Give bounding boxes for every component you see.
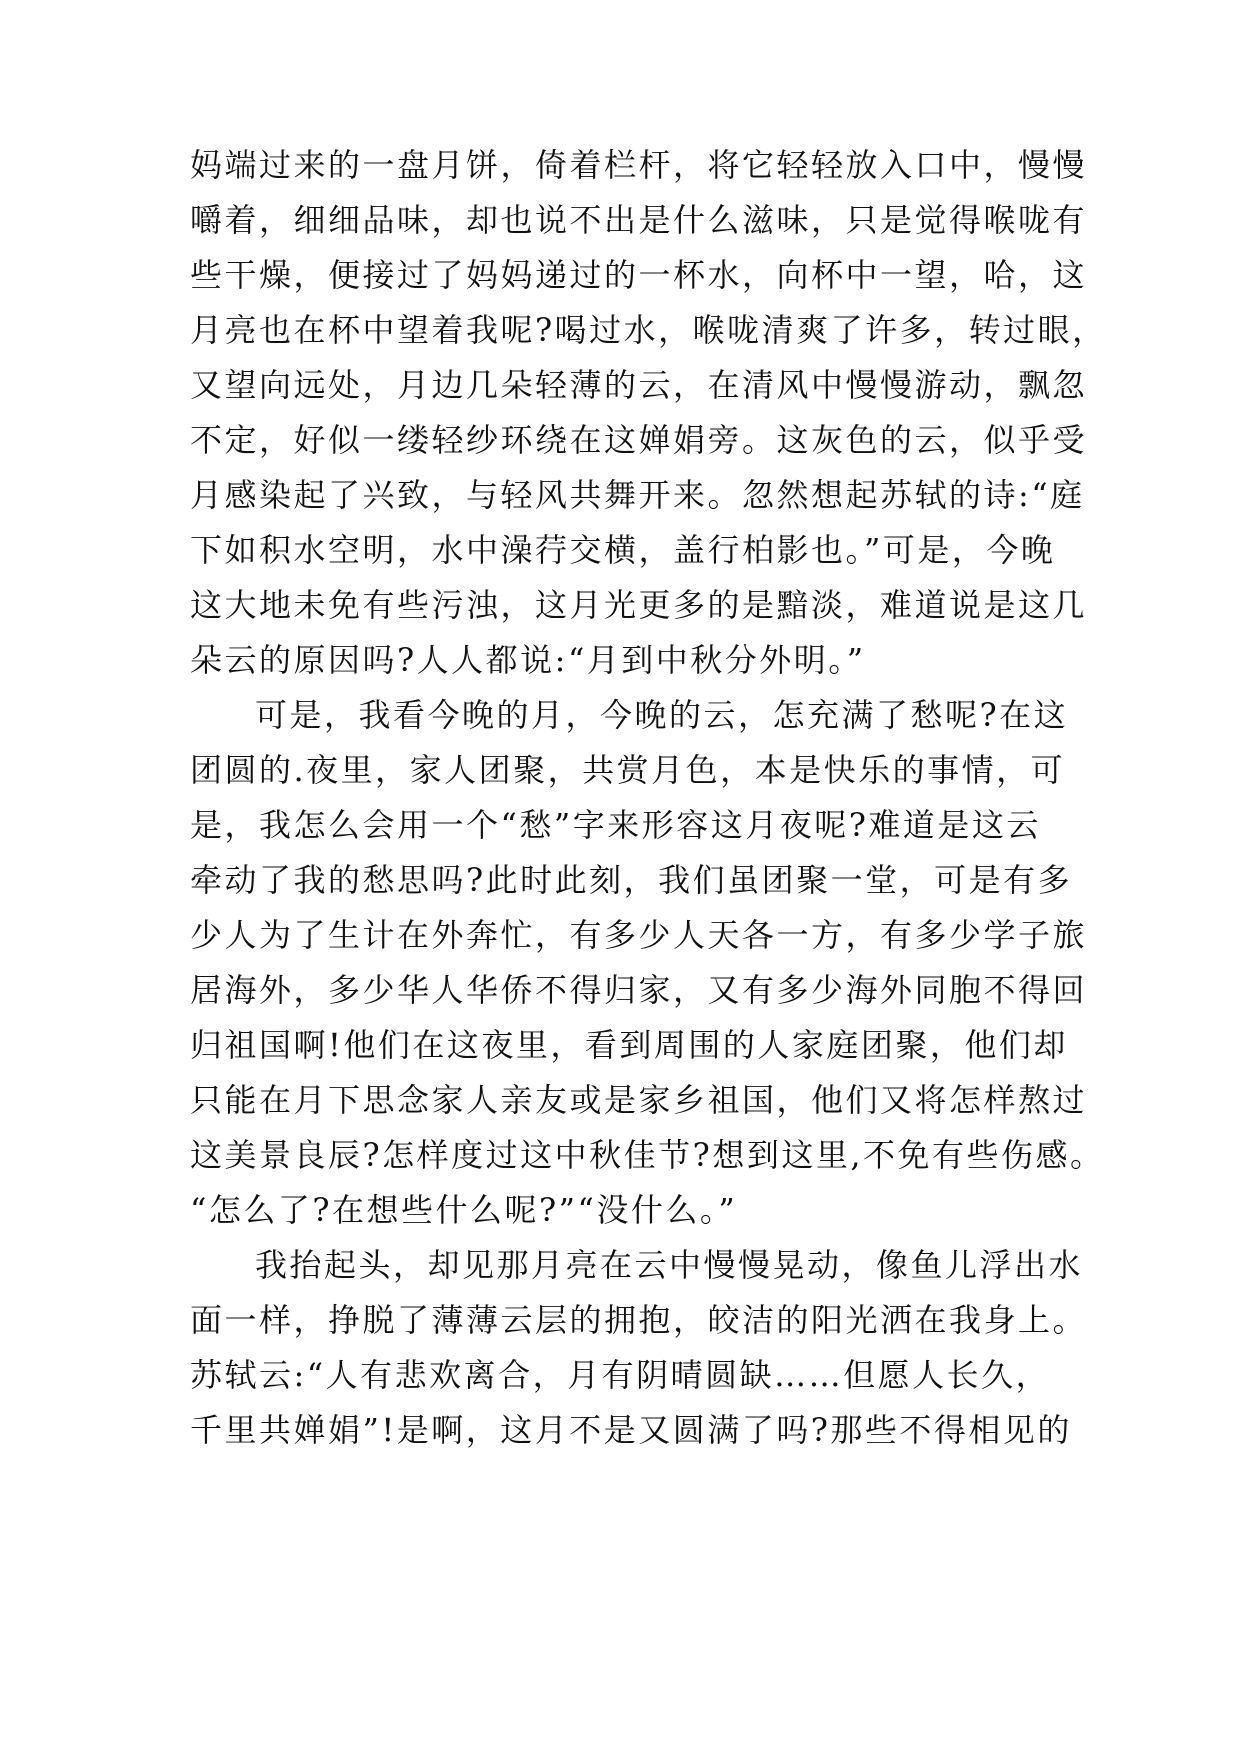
text-line: 妈端过来的一盘月饼，倚着栏杆，将它轻轻放入口中，慢慢: [190, 146, 1088, 184]
text-line: 嚼着，细细品味，却也说不出是什么滋味，只是觉得喉咙有: [190, 201, 1088, 239]
text-line: 下如积水空明，水中澡荇交横，盖行柏影也。”可是，今晚: [190, 531, 1056, 569]
paragraph-first-line: 可是，我看今晚的月，今晚的云，怎充满了愁呢?在这: [255, 696, 1069, 734]
text-line: 牵动了我的愁思吗?此时此刻，我们虽团聚一堂，可是有多: [190, 861, 1073, 899]
text-line: 团圆的.夜里，家人团聚，共赏月色，本是快乐的事情，可: [190, 751, 1066, 789]
text-line: 千里共婵娟”!是啊，这月不是又圆满了吗?那些不得相见的: [190, 1411, 1072, 1449]
text-line: 些干燥，便接过了妈妈递过的一杯水，向杯中一望，哈，这: [190, 256, 1088, 294]
text-line: 居海外，多少华人华侨不得归家，又有多少海外同胞不得回: [190, 971, 1088, 1009]
text-line: 这美景良辰?怎样度过这中秋佳节?想到这里,不免有些伤感。: [190, 1136, 1105, 1174]
text-line: 少人为了生计在外奔忙，有多少人天各一方，有多少学子旅: [190, 916, 1088, 954]
text-line: 面一样，挣脱了薄薄云层的拥抱，皎洁的阳光洒在我身上。: [190, 1301, 1088, 1339]
text-line: 只能在月下思念家人亲友或是家乡祖国，他们又将怎样熬过: [190, 1081, 1088, 1119]
paragraph-first-line: 我抬起头，却见那月亮在云中慢慢晃动，像鱼儿浮出水: [255, 1246, 1084, 1284]
text-line: 月感染起了兴致，与轻风共舞开来。忽然想起苏轼的诗:“庭: [190, 476, 1085, 514]
text-line: 苏轼云:“人有悲欢离合，月有阴晴圆缺……但愿人长久，: [190, 1356, 1051, 1394]
text-line: “怎么了?在想些什么呢?”“没什么。”: [190, 1191, 738, 1229]
text-line: 不定，好似一缕轻纱环绕在这婵娟旁。这灰色的云，似乎受: [190, 421, 1088, 459]
text-line: 这大地未免有些污浊，这月光更多的是黯淡，难道说是这几: [190, 586, 1088, 624]
text-line: 又望向远处，月边几朵轻薄的云，在清风中慢慢游动，飘忽: [190, 366, 1088, 404]
text-line: 归祖国啊!他们在这夜里，看到周围的人家庭团聚，他们却: [190, 1026, 1068, 1064]
text-line: 朵云的原因吗?人人都说:“月到中秋分外明。”: [190, 641, 866, 679]
text-line: 月亮也在杯中望着我呢?喝过水，喉咙清爽了许多，转过眼，: [190, 311, 1107, 349]
text-line: 是，我怎么会用一个“愁”字来形容这月夜呢?难道是这云: [190, 806, 1041, 844]
